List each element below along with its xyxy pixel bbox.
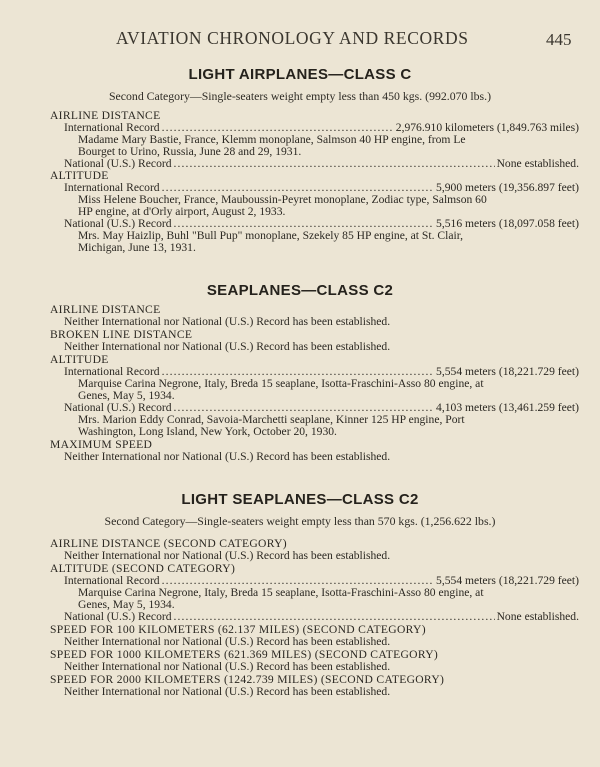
record-label: International Record: [64, 181, 160, 194]
category-heading-speed-1000km: SPEED FOR 1000 KILOMETERS (621.369 MILES) (SECOND CATEGORY): [50, 648, 439, 661]
record-detail: Mrs. Marion Eddy Conrad, Savoia-Marchetti seaplane, Kinner 125 HP engine, Port: [78, 413, 465, 426]
no-record-note: Neither International nor National (U.S.) Record has been established.: [64, 635, 391, 648]
category-heading-speed-2000km: SPEED FOR 2000 KILOMETERS (1242.739 MILES) (SECOND CATEGORY): [50, 673, 445, 686]
section-subtitle-light-seaplanes: Second Category—Single-seaters weight empty less than 570 kgs. (1,256.622 lbs.): [104, 514, 496, 528]
dot-leader: [174, 158, 495, 170]
record-detail: Genes, May 5, 1934.: [78, 598, 175, 611]
category-heading-altitude: ALTITUDE: [50, 353, 109, 366]
record-value: 2,976.910 kilometers (1,849.763 miles): [395, 121, 579, 134]
section-subtitle-light-airplanes: Second Category—Single-seaters weight empty less than 450 kgs. (992.070 lbs.): [108, 89, 492, 103]
page-number: 445: [546, 30, 572, 49]
record-detail: Washington, Long Island, New York, October 20, 1930.: [78, 425, 337, 438]
category-heading-altitude: ALTITUDE: [50, 169, 109, 182]
category-heading-airline-distance: AIRLINE DISTANCE (SECOND CATEGORY): [50, 537, 287, 550]
record-label: National (U.S.) Record: [64, 401, 172, 414]
record-detail: Mrs. May Haizlip, Buhl "Bull Pup" monoplane, Szekely 85 HP engine, at St. Clair,: [78, 229, 464, 242]
record-value: None established.: [496, 610, 579, 623]
record-label: International Record: [64, 574, 160, 587]
category-heading-maximum-speed: MAXIMUM SPEED: [50, 438, 153, 451]
record-value: 5,516 meters (18,097.058 feet): [436, 217, 579, 230]
no-record-note: Neither International nor National (U.S.) Record has been established.: [64, 340, 391, 353]
record-value: None established.: [496, 157, 579, 170]
no-record-note: Neither International nor National (U.S.) Record has been established.: [64, 450, 391, 463]
category-heading-speed-100km: SPEED FOR 100 KILOMETERS (62.137 MILES) (SECOND CATEGORY): [50, 623, 426, 636]
record-label: National (U.S.) Record: [64, 217, 172, 230]
record-label: National (U.S.) Record: [64, 157, 172, 170]
record-detail: Genes, May 5, 1934.: [78, 389, 175, 402]
record-detail: Michigan, June 13, 1931.: [78, 241, 196, 254]
record-detail: Madame Mary Bastie, France, Klemm monoplane, Salmson 40 HP engine, from Le: [78, 133, 466, 146]
record-detail: Bourget to Urino, Russia, June 28 and 29, 1931.: [78, 145, 302, 158]
section-title-light-airplanes: LIGHT AIRPLANES—CLASS C: [188, 66, 412, 83]
category-heading-broken-line-distance: BROKEN LINE DISTANCE: [50, 328, 193, 341]
no-record-note: Neither International nor National (U.S.) Record has been established.: [64, 685, 391, 698]
category-heading-airline-distance: AIRLINE DISTANCE: [50, 303, 161, 316]
record-label: International Record: [64, 121, 160, 134]
record-detail: Marquise Carina Negrone, Italy, Breda 15 seaplane, Isotta-Fraschini-Asso 80 engine, at: [78, 586, 484, 599]
section-title-seaplanes: SEAPLANES—CLASS C2: [206, 282, 394, 299]
record-label: International Record: [64, 365, 160, 378]
running-head: AVIATION CHRONOLOGY AND RECORDS: [116, 28, 469, 48]
record-row-national: [64, 158, 579, 170]
no-record-note: Neither International nor National (U.S.) Record has been established.: [64, 549, 391, 562]
no-record-note: Neither International nor National (U.S.) Record has been established.: [64, 660, 391, 673]
no-record-note: Neither International nor National (U.S.) Record has been established.: [64, 315, 391, 328]
section-title-light-seaplanes: LIGHT SEAPLANES—CLASS C2: [181, 491, 419, 508]
record-value: 5,554 meters (18,221.729 feet): [436, 365, 579, 378]
dot-leader: [174, 611, 495, 623]
record-detail: HP engine, at d'Orly airport, August 2, 1933.: [78, 205, 286, 218]
record-value: 4,103 meters (13,461.259 feet): [436, 401, 579, 414]
category-heading-altitude: ALTITUDE (SECOND CATEGORY): [50, 562, 236, 575]
category-heading-airline-distance: AIRLINE DISTANCE: [50, 109, 161, 122]
record-detail: Marquise Carina Negrone, Italy, Breda 15 seaplane, Isotta-Fraschini-Asso 80 engine, at: [78, 377, 484, 390]
record-label: National (U.S.) Record: [64, 610, 172, 623]
record-detail: Miss Helene Boucher, France, Mauboussin-Peyret monoplane, Zodiac type, Salmson 60: [78, 193, 487, 206]
record-value: 5,554 meters (18,221.729 feet): [436, 574, 579, 587]
record-value: 5,900 meters (19,356.897 feet): [436, 181, 579, 194]
record-row-national: [64, 611, 579, 623]
